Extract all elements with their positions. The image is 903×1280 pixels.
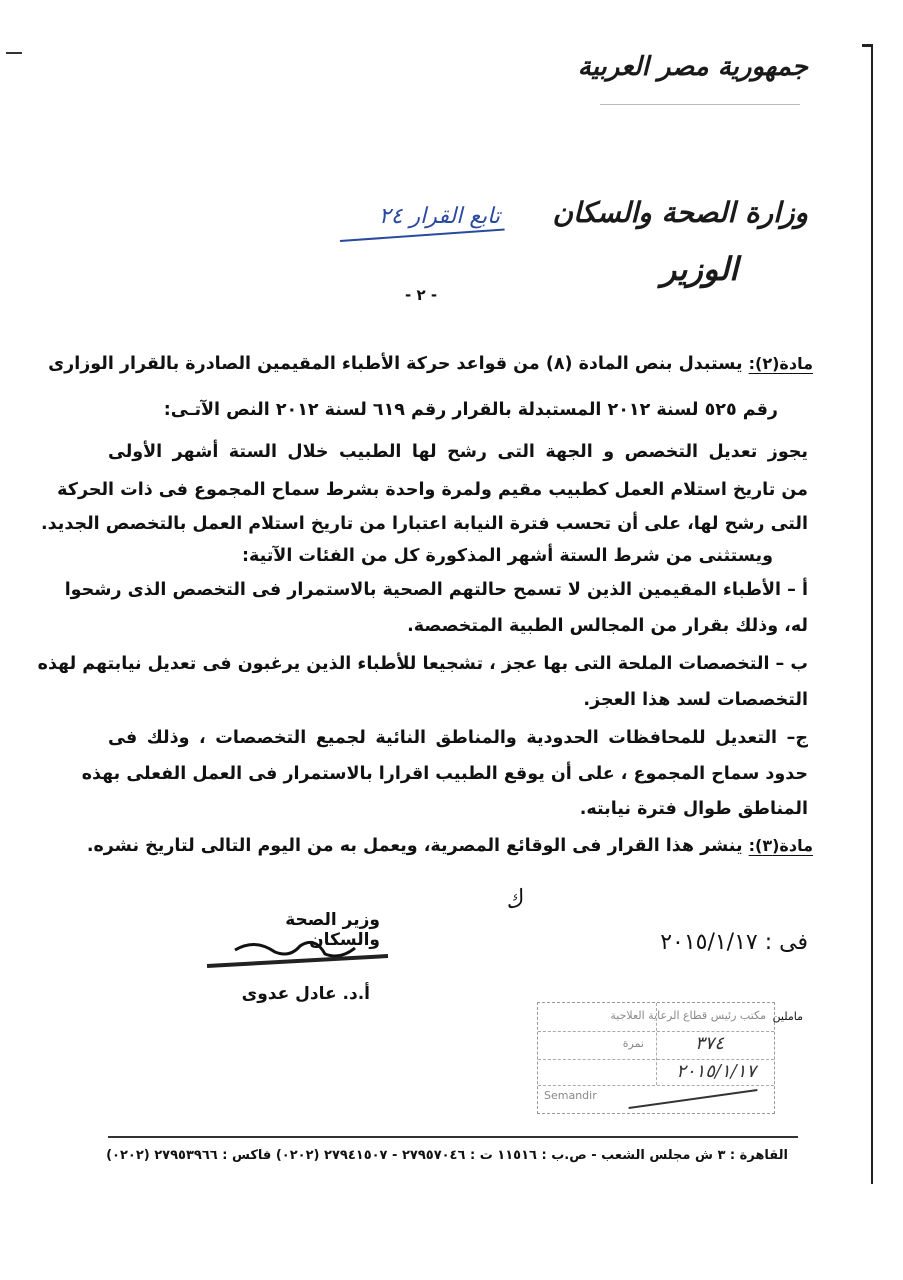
item-c-line-2: حدود سماح المجموع ، على أن يوقع الطبيب اقرارا بالاستمرار فى العمل الفعلى بهذه <box>81 764 808 784</box>
stamp-date-value: ٢٠١٥/١/١٧ <box>676 1061 756 1082</box>
signature-scribble <box>205 928 390 973</box>
date-label: فى : <box>764 930 808 955</box>
republic-heading: جمهورية مصر العربية <box>577 52 808 82</box>
stamp-footer: Semandir <box>544 1089 597 1102</box>
item-c-line-3: المناطق طوال فترة نيابته. <box>579 799 808 819</box>
item-a-line-2: له، وذلك بقرار من المجالس الطبية المتخصصة. <box>407 616 808 636</box>
article2-line-6: ويستثنى من شرط الستة أشهر المذكورة كل من الفئات الآتية: <box>241 546 773 566</box>
item-c-line-1: ج– التعديل للمحافظات الحدودية والمناطق النائية لجميع التخصصات ، وذلك فى <box>108 728 808 748</box>
stamp-number-value: ٣٧٤ <box>694 1033 724 1054</box>
item-b-line-1: ب – التخصصات الملحة التى بها عجز ، تشجيعا للأطباء الذين يرغبون فى تعديل نيابتهم لهذه <box>37 654 808 674</box>
article2-line-2: رقم ٥٢٥ لسنة ٢٠١٢ المستبدلة بالقرار رقم ٦١٩ لسنة ٢٠١٢ النص الآتـى: <box>163 400 778 420</box>
article3-label: مادة(٣): <box>748 836 813 855</box>
minister-title: الوزير <box>660 250 738 288</box>
article2-line-5: التى رشح لها، على أن تحسب فترة النيابة اعتبارا من تاريخ استلام العمل بالتخصص الجديد. <box>41 514 808 534</box>
footer-rule <box>108 1136 798 1138</box>
page-number: - ٢ - <box>405 286 438 304</box>
header-rule <box>600 104 800 105</box>
scan-mark <box>6 52 22 54</box>
date-line <box>660 930 808 955</box>
handwritten-note: تابع القرار ٢٤ <box>378 204 500 229</box>
article2-line-1: مادة(٢): يستبدل بنص المادة (٨) من قواعد حركة الأطباء المقيمين الصادرة بالقرار الوزارى <box>48 354 813 374</box>
frame-bracket-line <box>871 44 873 1184</box>
margin-note: ماملين <box>772 1010 803 1023</box>
item-a-line-1: أ – الأطباء المقيمين الذين لا تسمح حالتهم الصحية بالاستمرار فى التخصص الذى رشحوا <box>64 580 808 600</box>
item-b-line-2: التخصصات لسد هذا العجز. <box>583 690 808 710</box>
signature-title: وزير الصحة والسكان <box>285 910 380 950</box>
article3-line: مادة(٣): ينشر هذا القرار فى الوقائع المصرية، ويعمل به من اليوم التالى لتاريخ نشره. <box>86 836 813 856</box>
initials-mark: ك <box>502 886 527 915</box>
stamp-number-label: نمرة <box>622 1037 644 1050</box>
received-stamp <box>537 1002 775 1114</box>
article2-line-3: يجوز تعديل التخصص و الجهة التى رشح لها الطبيب خلال الستة أشهر الأولى <box>108 442 808 462</box>
handwritten-underline <box>340 228 505 242</box>
date-value: ٢٠١٥/١/١٧ <box>660 930 758 955</box>
ministry-heading: وزارة الصحة والسكان <box>552 196 808 229</box>
footer-address: القاهرة : ٣ ش مجلس الشعب - ص.ب : ١١٥١٦ ت : ٢٧٩٥٧٠٤٦ - ٢٧٩٤١٥٠٧ (٠٢٠٢) فاكس : ٢٧٩٥٣٩٦٦ (٠٢٠٢) <box>106 1148 788 1163</box>
signatory-name: أ.د. عادل عدوى <box>241 984 370 1004</box>
article2-line-4: من تاريخ استلام العمل كطبيب مقيم ولمرة واحدة بشرط سماح المجموع فى ذات الحركة <box>57 480 808 500</box>
stamp-header: مكتب رئيس قطاع الرعاية العلاجية <box>610 1009 766 1022</box>
article2-label: مادة(٢): <box>748 354 813 373</box>
